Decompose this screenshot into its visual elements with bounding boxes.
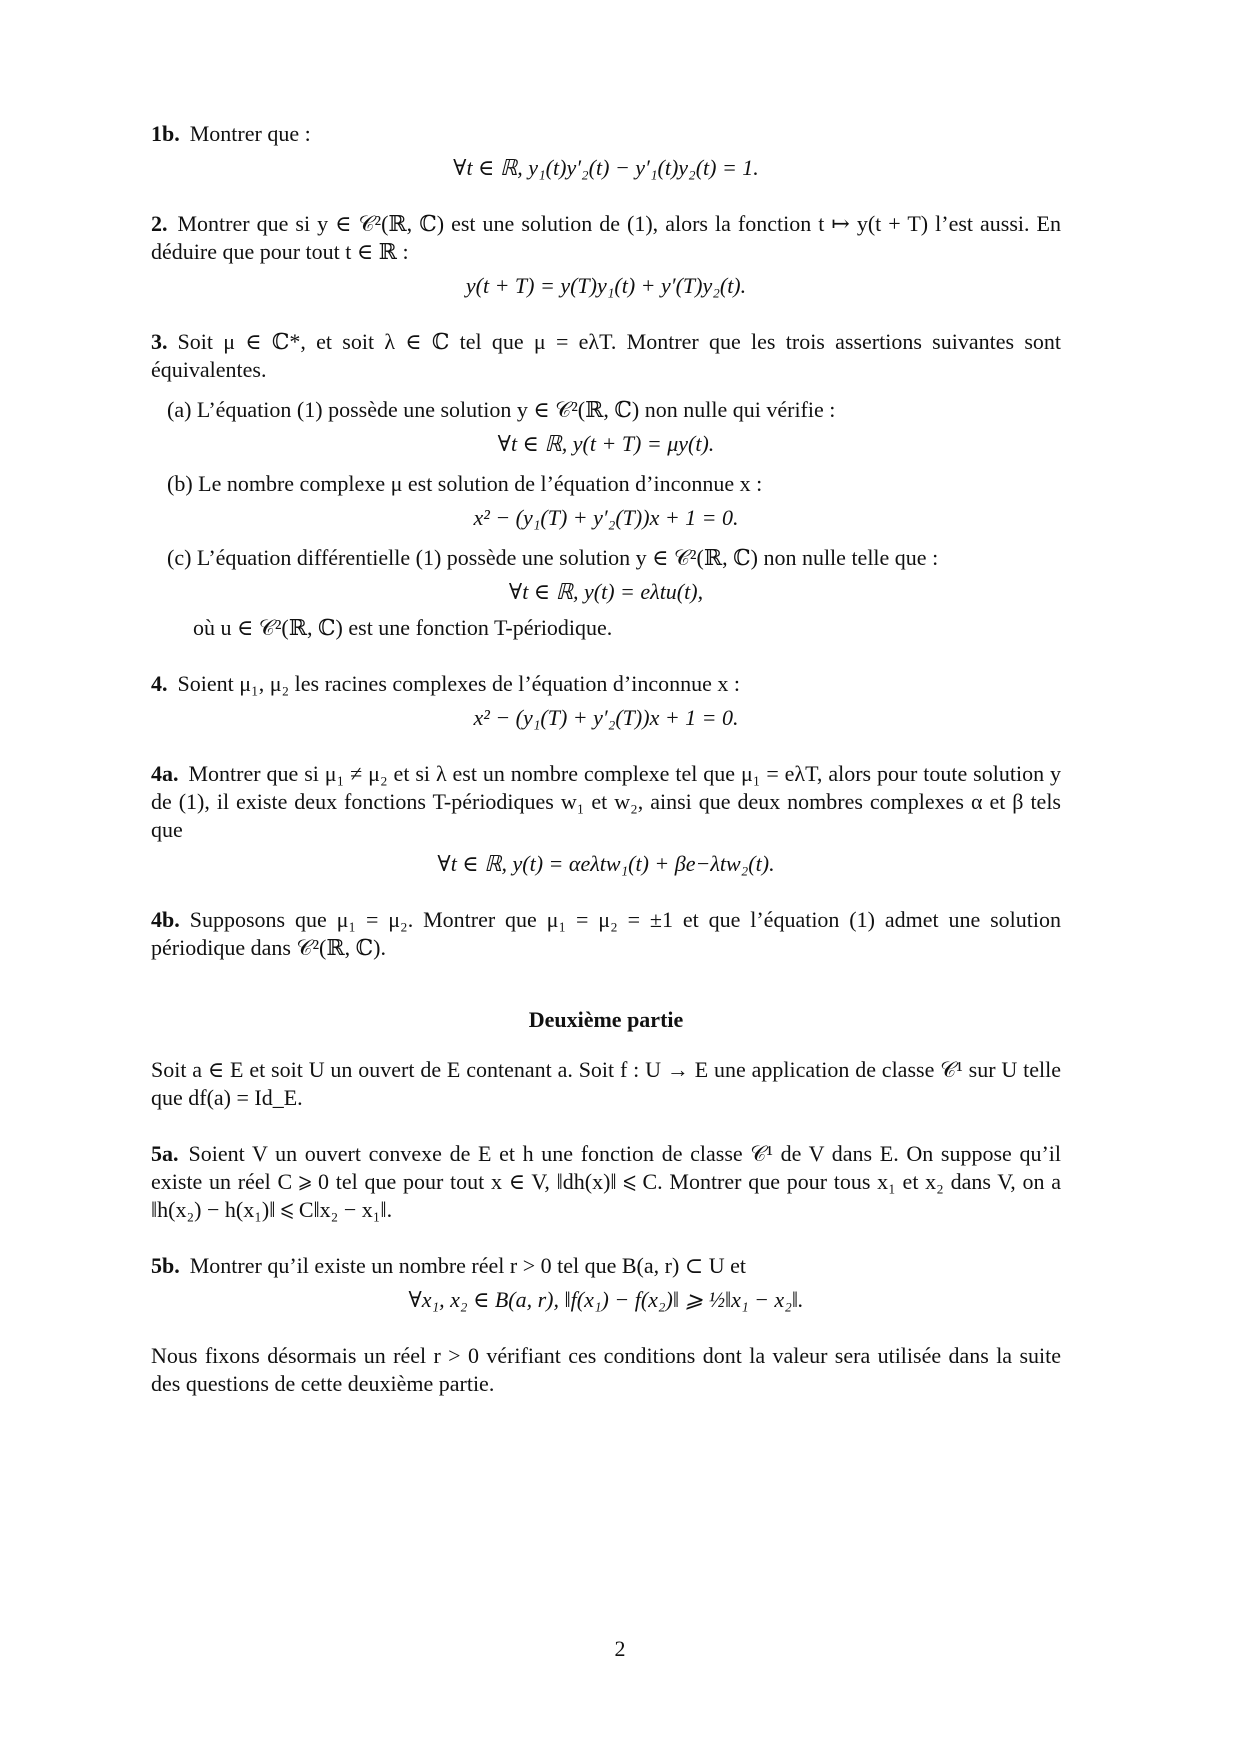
question-label: 4a.: [151, 761, 179, 786]
question-2: [151, 210, 1061, 300]
question-text: Montrer que si y ∈ 𝒞²(ℝ, ℂ) est une solution de (1), alors la fonction t ↦ y(t + T) l’est aussi. En déduire que pour tout t ∈ ℝ :: [151, 211, 1061, 264]
equation: x² − (y₁(T) + y′₂(T))x + 1 = 0.: [473, 705, 739, 730]
exam-page: [151, 120, 1061, 1398]
question-label: 4.: [151, 671, 168, 696]
question-label: 1b.: [151, 121, 180, 146]
question-1b: [151, 120, 1061, 182]
question-label: 5b.: [151, 1253, 180, 1278]
equation: ∀x₁, x₂ ∈ B(a, r), ‖f(x₁) − f(x₂)‖ ⩾ ½‖x₁ − x₂‖.: [408, 1287, 804, 1312]
question-text: Montrer que si μ₁ ≠ μ₂ et si λ est un nombre complexe tel que μ₁ = eλT, alors pour toute solution y de (1), il existe deux fonctions T-périodiques w₁ et w₂, ainsi que deux nombres complexes α et β tels que: [151, 761, 1061, 842]
question-5a: [151, 1140, 1061, 1224]
question-3: [151, 328, 1061, 642]
assertion-c: (c) L’équation différentielle (1) possède une solution y ∈ 𝒞²(ℝ, ℂ) non nulle telle que :: [167, 545, 939, 570]
equation: ∀t ∈ ℝ, y(t) = αeλtw₁(t) + βe−λtw₂(t).: [437, 851, 775, 876]
question-text: Soit μ ∈ ℂ*, et soit λ ∈ ℂ tel que μ = eλT. Montrer que les trois assertions suivantes sont équivalentes.: [151, 329, 1061, 382]
question-text: Soient V un ouvert convexe de E et h une fonction de classe 𝒞¹ de V dans E. On suppose qu’il existe un réel C ⩾ 0 tel que pour tout x ∈ V, ‖dh(x)‖ ⩽ C. Montrer que pour tous x₁ et x₂ dans V, on a ‖h(x₂) − h(x₁)‖ ⩽ C‖x₂ − x₁‖.: [151, 1141, 1061, 1222]
question-label: 5a.: [151, 1141, 179, 1166]
page-number: 2: [614, 1636, 626, 1661]
question-text: Montrer que :: [189, 121, 311, 146]
equation: y(t + T) = y(T)y₁(t) + y′(T)y₂(t).: [465, 273, 747, 298]
question-4a: [151, 760, 1061, 878]
question-text: Montrer qu’il existe un nombre réel r > 0 tel que B(a, r) ⊂ U et: [189, 1253, 746, 1278]
question-text: Supposons que μ₁ = μ₂. Montrer que μ₁ = μ₂ = ±1 et que l’équation (1) admet une solution périodique dans 𝒞²(ℝ, ℂ).: [151, 907, 1061, 960]
equation: ∀t ∈ ℝ, y(t + T) = μy(t).: [497, 431, 715, 456]
question-5b: [151, 1252, 1061, 1314]
question-4b: [151, 906, 1061, 962]
section-title: Deuxième partie: [528, 1007, 684, 1032]
assertion-b: (b) Le nombre complexe μ est solution de l’équation d’inconnue x :: [167, 471, 763, 496]
equation: ∀t ∈ ℝ, y(t) = eλtu(t),: [508, 579, 704, 604]
question-label: 2.: [151, 211, 168, 236]
question-text: Soient μ₁, μ₂ les racines complexes de l’équation d’inconnue x :: [177, 671, 741, 696]
closing-paragraph: Nous fixons désormais un réel r > 0 vérifiant ces conditions dont la valeur sera utilisée dans la suite des questions de cette deuxième partie.: [151, 1343, 1061, 1396]
question-label: 4b.: [151, 907, 180, 932]
question-label: 3.: [151, 329, 168, 354]
equation: x² − (y₁(T) + y′₂(T))x + 1 = 0.: [473, 505, 739, 530]
question-4: [151, 670, 1061, 732]
equation: ∀t ∈ ℝ, y₁(t)y′₂(t) − y′₁(t)y₂(t) = 1.: [453, 155, 759, 180]
section-intro: Soit a ∈ E et soit U un ouvert de E contenant a. Soit f : U → E une application de classe 𝒞¹ sur U telle que df(a) = Id_E.: [151, 1057, 1061, 1110]
assertion-c-note: où u ∈ 𝒞²(ℝ, ℂ) est une fonction T-périodique.: [193, 615, 613, 640]
assertion-a: (a) L’équation (1) possède une solution y ∈ 𝒞²(ℝ, ℂ) non nulle qui vérifie :: [167, 397, 836, 422]
